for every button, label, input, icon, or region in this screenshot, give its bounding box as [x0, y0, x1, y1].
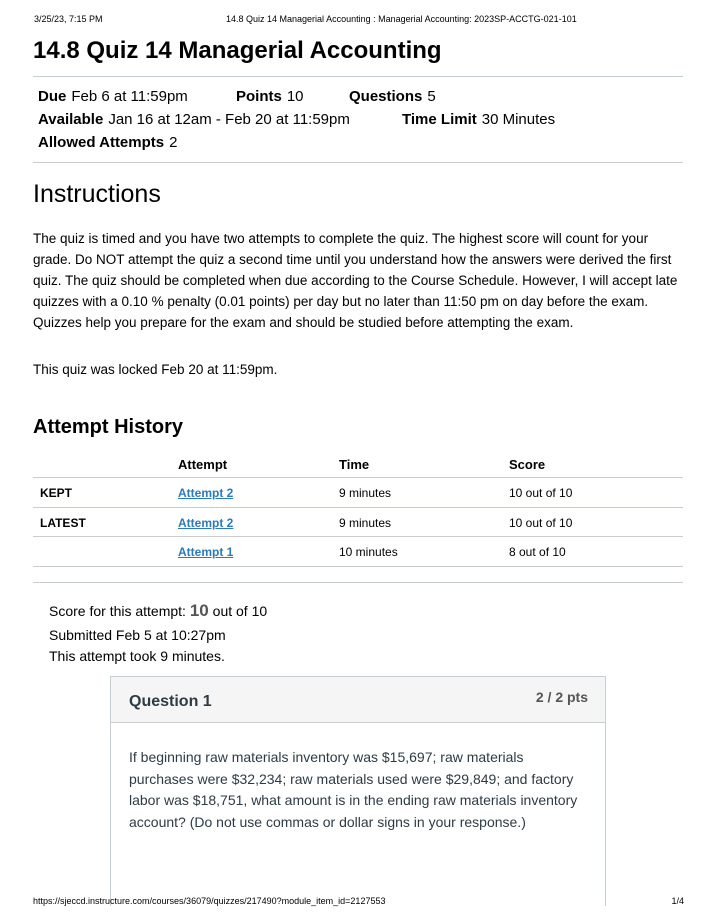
submitted-time: Submitted Feb 5 at 10:27pm: [49, 627, 226, 643]
score-suffix: out of 10: [212, 603, 268, 619]
column-header-attempt: Attempt: [178, 457, 228, 472]
table-row: [33, 478, 683, 508]
quiz-points: [236, 88, 304, 105]
quiz-time-limit: [402, 111, 555, 128]
print-url: https://sjeccd.instructure.com/courses/36079/quizzes/217490?module_item_id=2127553: [33, 896, 386, 906]
row-label: KEPT: [40, 486, 73, 500]
table-row: [33, 537, 683, 567]
column-header-score: Score: [509, 457, 546, 472]
divider: [33, 76, 683, 77]
points-value: 10: [286, 88, 304, 105]
print-date: 3/25/23, 7:15 PM: [34, 14, 103, 24]
instructions-text: The quiz is timed and you have two attempts to complete the quiz. The highest score will count for your grade. Do NOT attempt the quiz a second time until you understand how the answers were derived the first quiz. The quiz should be completed when due according to the Course Schedule. However, I will accept late quizzes with a 0.10 % penalty (0.01 points) per day but no later than 11:50 pm on day before the exam. Quizzes help you prepare for the exam and should be studied before attempting the exam.: [33, 231, 678, 330]
page-number: 1/4: [671, 896, 684, 906]
time-limit-value: 30 Minutes: [481, 111, 556, 128]
attempt-time: 9 minutes: [339, 515, 392, 530]
question-title: Question 1: [129, 693, 212, 710]
instructions-heading: Instructions: [33, 180, 161, 208]
question-card: [110, 676, 606, 906]
attempt-history-table: [33, 450, 683, 567]
score-value: 10: [189, 601, 209, 620]
quiz-allowed-attempts: [38, 134, 177, 151]
allowed-label: Allowed Attempts: [38, 134, 165, 151]
quiz-questions: [349, 88, 436, 105]
question-header: [111, 677, 605, 723]
score-line: [49, 601, 267, 621]
points-label: Points: [236, 88, 282, 105]
question-points: 2 / 2 pts: [535, 689, 588, 705]
print-footer: [33, 896, 684, 906]
divider: [33, 582, 683, 583]
attempt-score: 10 out of 10: [509, 515, 573, 530]
print-doc-title: 14.8 Quiz 14 Managerial Accounting : Managerial Accounting: 2023SP-ACCTG-021-101: [226, 14, 577, 24]
attempt-time: 9 minutes: [339, 486, 392, 500]
divider: [33, 162, 683, 163]
available-value: Jan 16 at 12am - Feb 20 at 11:59pm: [108, 111, 350, 128]
quiz-available: [38, 111, 350, 128]
attempt-link[interactable]: Attempt 1: [178, 545, 234, 559]
row-label: LATEST: [40, 515, 86, 530]
quiz-due: [38, 88, 188, 105]
questions-label: Questions: [349, 88, 423, 105]
table-header: [33, 450, 683, 478]
attempt-time: 10 minutes: [339, 545, 398, 559]
question-text: If beginning raw materials inventory was $15,697; raw materials purchases were $32,234; raw materials used were $29,849; and factory labor was $18,751, what amount is in the ending raw materials inventory account? (Do not use commas or dollar signs in your response.): [129, 749, 578, 830]
attempt-score: 8 out of 10: [509, 545, 566, 559]
time-limit-label: Time Limit: [402, 111, 477, 128]
score-prefix: Score for this attempt:: [49, 603, 186, 619]
due-label: Due: [38, 88, 67, 105]
questions-value: 5: [427, 88, 436, 105]
attempt-score: 10 out of 10: [509, 486, 573, 500]
attempt-duration: This attempt took 9 minutes.: [49, 648, 225, 664]
column-header-time: Time: [339, 457, 370, 472]
attempt-link[interactable]: Attempt 2: [178, 515, 234, 530]
table-row: [33, 508, 683, 538]
attempt-link[interactable]: Attempt 2: [178, 486, 234, 500]
available-label: Available: [38, 111, 104, 128]
attempt-history-heading: Attempt History: [33, 416, 184, 438]
page-title: 14.8 Quiz 14 Managerial Accounting: [33, 37, 442, 64]
locked-notice: This quiz was locked Feb 20 at 11:59pm.: [33, 362, 278, 377]
due-value: Feb 6 at 11:59pm: [71, 88, 188, 105]
allowed-value: 2: [169, 134, 178, 151]
